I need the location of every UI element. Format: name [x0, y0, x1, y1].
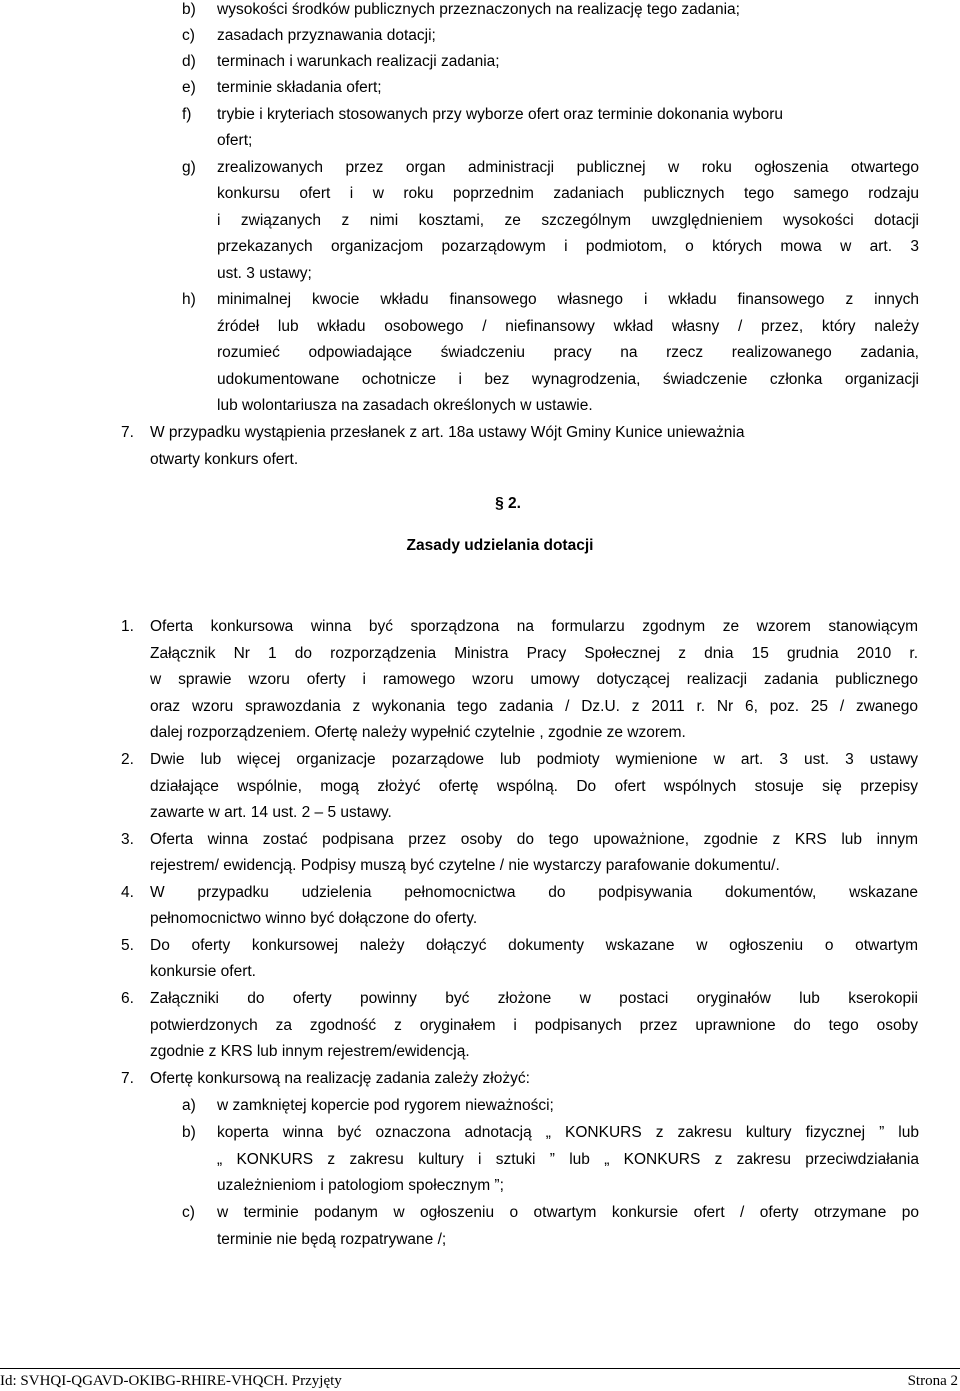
rule-text: Dwie lub więcej organizacje pozarządowe lub podmioty wymienione w art. 3 ust. 3 ustawy [150, 751, 918, 768]
item-label: d) [182, 53, 196, 70]
item-label: h) [182, 291, 196, 308]
rule-text: konkursie ofert. [150, 963, 256, 980]
item-text: zasadach przyznawania dotacji; [217, 27, 436, 44]
rule-text: Do oferty konkursowej należy dołączyć dokumenty wskazane w ogłoszeniu o otwartym [150, 937, 918, 954]
item-label: e) [182, 79, 196, 96]
item-text: konkursu ofert i w roku poprzednim zadaniach publicznych tego samego rodzaju [217, 185, 919, 202]
rule-text: rejestrem/ ewidencją. Podpisy muszą być czytelne / nie wystarczy parafowanie dokumentu/. [150, 857, 780, 874]
item-label: 7. [121, 424, 134, 441]
rule-number: 2. [121, 751, 134, 768]
rule-number: 4. [121, 884, 134, 901]
item-label: g) [182, 159, 196, 176]
subitem-text: koperta winna być oznaczona adnotacją „ KONKURS z zakresu kultury fizycznej ” lub [217, 1124, 919, 1141]
item-text: ust. 3 ustawy; [217, 265, 312, 282]
rule-text: dalej rozporządzeniem. Ofertę należy wypełnić czytelnie , zgodnie ze wzorem. [150, 724, 686, 741]
rule-number: 7. [121, 1070, 134, 1087]
item-text: trybie i kryteriach stosowanych przy wyborze ofert oraz terminie dokonania wyboru [217, 106, 783, 123]
rule-text: w sprawie wzoru oferty i ramowego wzoru umowy dotyczącej realizacji zadania publicznego [150, 671, 918, 688]
item-text: przekazanych organizacjom pozarządowym i podmiotom, o których mowa w art. 3 [217, 238, 919, 255]
footer-page-number: Strona 2 [907, 1373, 958, 1389]
item-text: W przypadku wystąpienia przesłanek z art. 18a ustawy Wójt Gminy Kunice unieważnia [150, 424, 745, 441]
rule-number: 3. [121, 831, 134, 848]
rule-number: 5. [121, 937, 134, 954]
item-label: b) [182, 1, 196, 18]
rule-text: zawarte w art. 14 ust. 2 – 5 ustawy. [150, 804, 392, 821]
footer-document-id: Id: SVHQI-QGAVD-OKIBG-RHIRE-VHQCH. Przyjęty [0, 1373, 342, 1389]
subitem-label: a) [182, 1097, 196, 1114]
item-text: lub wolontariusza na zasadach określonych w ustawie. [217, 397, 593, 414]
rule-text: Oferta winna zostać podpisana przez osoby do tego upoważnione, zgodnie z KRS lub innym [150, 831, 918, 848]
rule-text: pełnomocnictwo winno być dołączone do oferty. [150, 910, 478, 927]
rule-number: 6. [121, 990, 134, 1007]
rule-text: Załącznik Nr 1 do rozporządzenia Ministra Pracy Społecznej z dnia 15 grudnia 2010 r. [150, 645, 918, 662]
item-text: wysokości środków publicznych przeznaczonych na realizację tego zadania; [217, 1, 740, 18]
item-text: ofert; [217, 132, 253, 149]
subitem-text: „ KONKURS z zakresu kultury i sztuki ” lub „ KONKURS z zakresu przeciwdziałania [217, 1151, 919, 1168]
item-label: c) [182, 27, 195, 44]
rule-text: zgodnie z KRS lub innym rejestrem/ewidencją. [150, 1043, 470, 1060]
subitem-text: terminie nie będą rozpatrywane /; [217, 1231, 447, 1248]
rule-number: 1. [121, 618, 134, 635]
item-text: terminie składania ofert; [217, 79, 382, 96]
subitem-text: w zamkniętej kopercie pod rygorem nieważności; [217, 1097, 554, 1114]
item-text: minimalnej kwocie wkładu finansowego własnego i wkładu finansowego z innych [217, 291, 919, 308]
subitem-text: uzależnieniom i patologiom społecznym ”; [217, 1177, 504, 1194]
item-text: terminach i warunkach realizacji zadania; [217, 53, 500, 70]
rule-text: działające wspólnie, mogą złożyć ofertę wspólną. Do ofert wspólnych stosuje się przepisy [150, 778, 918, 795]
rule-text: oraz wzoru sprawozdania z wykonania tego zadania / Dz.U. z 2011 r. Nr 6, poz. 25 / zwanego [150, 698, 918, 715]
rule-text: W przypadku udzielenia pełnomocnictwa do podpisywania dokumentów, wskazane [150, 884, 918, 901]
item-label: f) [182, 106, 192, 123]
item-text: źródeł lub wkładu osobowego / niefinansowy wkład własny / przez, który należy [217, 318, 919, 335]
rule-text: Załączniki do oferty powinny być złożone w postaci oryginałów lub kserokopii [150, 990, 918, 1007]
subitem-label: b) [182, 1124, 196, 1141]
section-title: Zasady udzielania dotacji [406, 537, 594, 554]
section-number: § 2. [495, 495, 521, 512]
rule-text: potwierdzonych za zgodność z oryginałem i podpisanych przez uprawnione do tego osoby [150, 1017, 918, 1034]
subitem-text: w terminie podanym w ogłoszeniu o otwartym konkursie ofert / oferty otrzymane po [217, 1204, 919, 1221]
item-text: otwarty konkurs ofert. [150, 451, 299, 468]
subitem-label: c) [182, 1204, 195, 1221]
item-text: i związanych z nimi kosztami, ze szczególnym uwzględnieniem wysokości dotacji [217, 212, 919, 229]
item-text: rozumieć odpowiadające świadczeniu pracy na rzecz realizowanego zadania, [217, 344, 919, 361]
rule-text: Ofertę konkursową na realizację zadania zależy złożyć: [150, 1070, 530, 1087]
rule-text: Oferta konkursowa winna być sporządzona na formularzu zgodnym ze wzorem stanowiącym [150, 618, 918, 635]
item-text: udokumentowane ochotnicze i bez wynagrodzenia, świadczenie członka organizacji [217, 371, 919, 388]
item-text: zrealizowanych przez organ administracji publicznej w roku ogłoszenia otwartego [217, 159, 919, 176]
footer-divider [0, 1368, 960, 1369]
